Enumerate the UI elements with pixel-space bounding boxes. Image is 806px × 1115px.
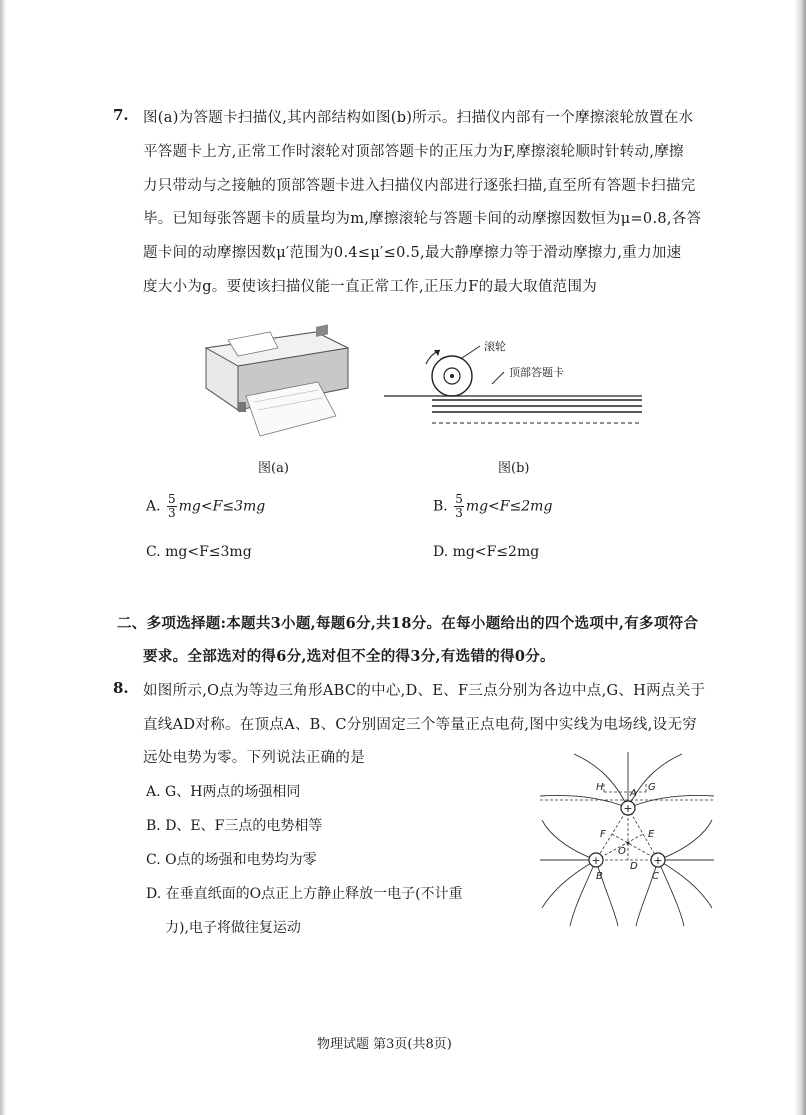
q8-line-2: 直线AD对称。在顶点A、B、C分别固定三个等量正点电荷,图中实线为电场线,设无穷 xyxy=(143,717,698,733)
point-c-label: C xyxy=(652,871,659,882)
charge-b-sign: + xyxy=(591,854,601,867)
option-a-text: mg<F≤3mg xyxy=(178,498,266,515)
q7-line-6: 度大小为g。要使该扫描仪能一直正常工作,正压力F的最大取值范围为 xyxy=(143,279,598,295)
q7-line-1: 图(a)为答题卡扫描仪,其内部结构如图(b)所示。扫描仪内部有一个摩擦滚轮放置在水 xyxy=(143,110,694,126)
charge-c-sign: + xyxy=(653,854,663,867)
q8-line-3: 远处电势为零。下列说法正确的是 xyxy=(143,750,365,766)
roller-label: 滚轮 xyxy=(484,340,506,353)
option-b-text: mg<F≤2mg xyxy=(465,498,553,515)
q8-option-d[interactable]: D. 在垂直纸面的O点正上方静止释放一电子(不计重 xyxy=(146,886,463,902)
q8-line-1: 如图所示,O点为等边三角形ABC的中心,D、E、F三点分别为各边中点,G、H两点关于 xyxy=(143,683,706,699)
q8-option-b[interactable]: B. D、E、F三点的电势相等 xyxy=(146,818,323,834)
q7-option-a[interactable] xyxy=(146,493,265,520)
option-b-den: 3 xyxy=(455,506,463,520)
point-f-label: F xyxy=(600,829,606,840)
option-a-den: 3 xyxy=(168,506,176,520)
scan-shadow xyxy=(0,0,6,1115)
scanner-illustration xyxy=(198,318,358,446)
scan-edge xyxy=(794,0,806,1115)
q8-option-d-cont: 力),电子将做往复运动 xyxy=(165,920,301,936)
charge-a-sign: + xyxy=(623,802,633,815)
q7-number: 7. xyxy=(113,106,129,124)
q7-line-3: 力只带动与之接触的顶部答题卡进入扫描仪内部进行逐张扫描,直至所有答题卡扫描完 xyxy=(143,178,696,194)
option-b-prefix: B. xyxy=(433,498,448,515)
option-a-fraction xyxy=(167,493,177,520)
point-d-label: D xyxy=(630,861,638,872)
point-e-label: E xyxy=(648,829,655,840)
point-b-label: B xyxy=(596,871,603,882)
top-card-label: 顶部答题卡 xyxy=(509,366,564,379)
q7-line-5: 题卡间的动摩擦因数μ′范围为0.4≤μ′≤0.5,最大静摩擦力等于滑动摩擦力,重力加速 xyxy=(143,245,682,261)
point-a-label: A xyxy=(630,788,637,799)
point-o-label: O xyxy=(618,846,626,857)
point-g-label: G xyxy=(648,782,656,793)
field-lines-diagram xyxy=(534,748,720,930)
q7-line-4: 毕。已知每张答题卡的质量均为m,摩擦滚轮与答题卡间的动摩擦因数恒为μ=0.8,各答 xyxy=(143,211,702,227)
q7-option-b[interactable] xyxy=(433,493,552,520)
q7-line-2: 平答题卡上方,正常工作时滚轮对顶部答题卡的正压力为F,摩擦滚轮顺时针转动,摩擦 xyxy=(143,144,684,160)
q7-option-d[interactable]: D. mg<F≤2mg xyxy=(433,544,540,560)
section-2-heading: 二、多项选择题:本题共3小题,每题6分,共18分。在每小题给出的四个选项中,有多项符合 xyxy=(117,615,699,632)
q8-option-a[interactable]: A. G、H两点的场强相同 xyxy=(146,784,301,800)
q7-option-c[interactable]: C. mg<F≤3mg xyxy=(146,544,252,560)
fig-a-caption: 图(a) xyxy=(258,461,289,476)
option-b-num: 5 xyxy=(455,492,463,506)
option-b-fraction xyxy=(454,493,464,520)
section-2-instructions: 要求。全部选对的得6分,选对但不全的得3分,有选错的得0分。 xyxy=(143,648,555,665)
page-footer: 物理试题 第3页(共8页) xyxy=(317,1037,452,1052)
roller-diagram xyxy=(384,332,646,428)
point-h-label: H xyxy=(596,782,604,793)
fig-b-caption: 图(b) xyxy=(498,461,530,476)
option-a-prefix: A. xyxy=(146,498,161,515)
q8-number: 8. xyxy=(113,679,129,697)
option-a-num: 5 xyxy=(168,492,176,506)
q8-option-c[interactable]: C. O点的场强和电势均为零 xyxy=(146,852,317,868)
